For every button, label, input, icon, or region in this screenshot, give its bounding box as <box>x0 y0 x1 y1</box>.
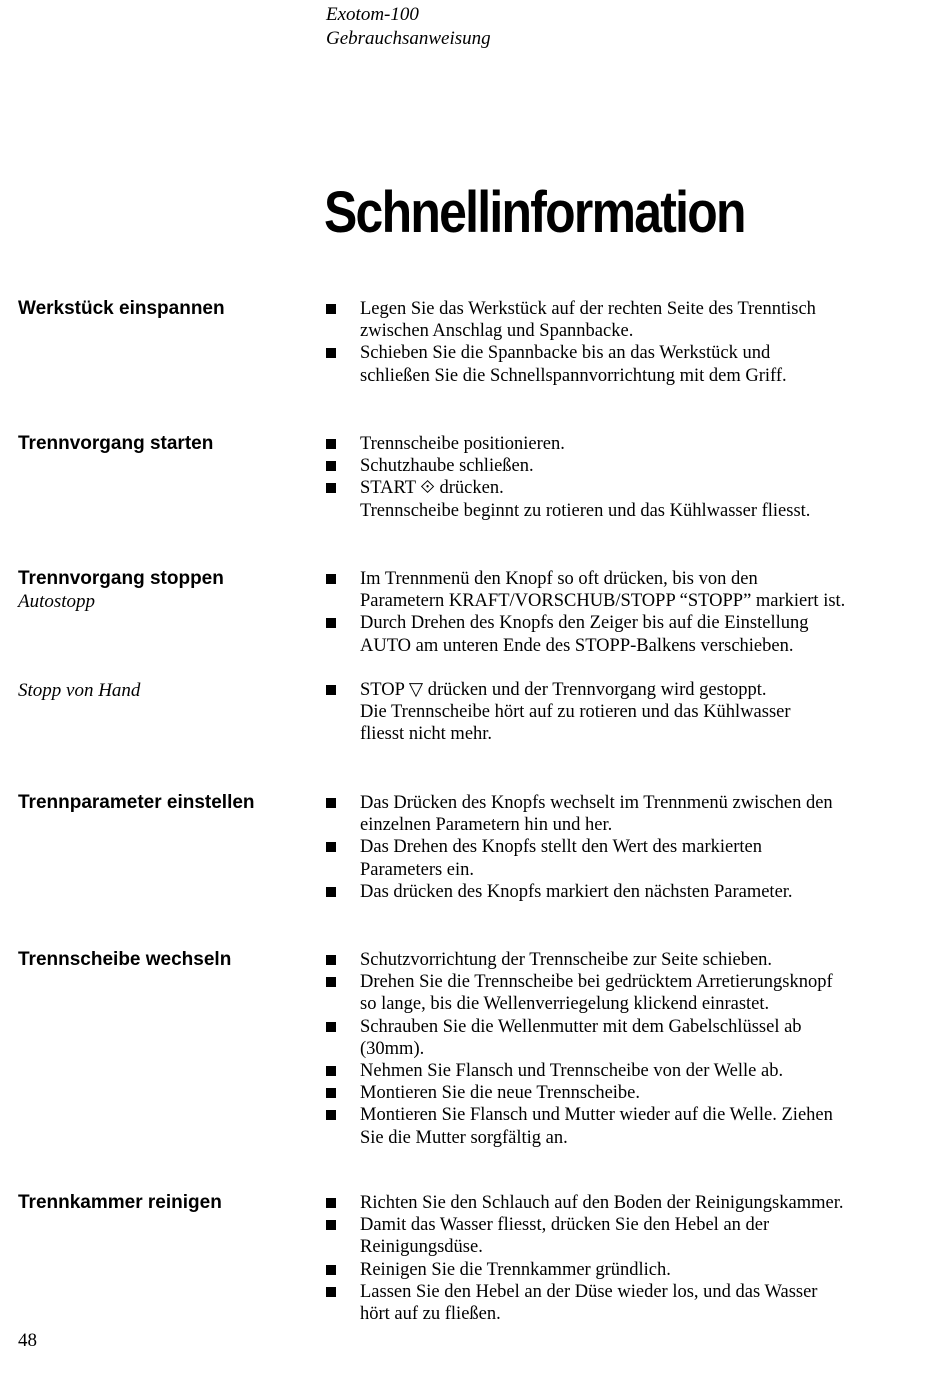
list-item: Durch Drehen des Knopfs den Zeiger bis auf die Einstellung AUTO am unteren Ende des STOPP-Balkens verschieben. <box>324 612 944 656</box>
section-label-wechseln: Trennscheibe wechseln <box>18 949 232 970</box>
square-bullet-icon <box>326 685 336 695</box>
list-item: Schieben Sie die Spannbacke bis an das Werkstück und schließen Sie die Schnellspannvorrichtung mit dem Griff. <box>324 342 944 386</box>
list-item: Damit das Wasser fliesst, drücken Sie den Hebel an der Reinigungsdüse. <box>324 1214 944 1258</box>
header-doc-type: Gebrauchsanweisung <box>326 28 491 49</box>
section-label-einspannen: Werkstück einspannen <box>18 298 225 319</box>
square-bullet-icon <box>326 1022 336 1032</box>
list-item: Reinigen Sie die Trennkammer gründlich. <box>324 1259 944 1281</box>
page-title: Schnellinformation <box>324 180 745 245</box>
list-starten <box>324 433 944 522</box>
square-bullet-icon <box>326 1265 336 1275</box>
list-item: Schutzvorrichtung der Trennscheibe zur Seite schieben. <box>324 949 944 971</box>
square-bullet-icon <box>326 798 336 808</box>
list-parameter <box>324 792 944 903</box>
list-reinigen <box>324 1192 944 1325</box>
square-bullet-icon <box>326 348 336 358</box>
section-label-parameter: Trennparameter einstellen <box>18 792 255 813</box>
list-item: Schutzhaube schließen. <box>324 455 944 477</box>
list-autostopp <box>324 568 944 657</box>
section-label-stoppen: Trennvorgang stoppen <box>18 568 224 589</box>
header-product: Exotom-100 <box>326 4 419 25</box>
square-bullet-icon <box>326 1088 336 1098</box>
square-bullet-icon <box>326 304 336 314</box>
list-stopp-von-hand <box>324 679 944 746</box>
list-item: START ⟐ drücken. Trennscheibe beginnt zu rotieren und das Kühlwasser fliesst. <box>324 477 944 521</box>
list-item: Das drücken des Knopfs markiert den nächsten Parameter. <box>324 881 944 903</box>
list-item: Im Trennmenü den Knopf so oft drücken, bis von den Parametern KRAFT/VORSCHUB/STOPP “STOPP” markiert ist. <box>324 568 944 612</box>
square-bullet-icon <box>326 887 336 897</box>
square-bullet-icon <box>326 439 336 449</box>
list-wechseln <box>324 949 944 1149</box>
square-bullet-icon <box>326 461 336 471</box>
section-label-starten: Trennvorgang starten <box>18 433 214 454</box>
square-bullet-icon <box>326 1066 336 1076</box>
square-bullet-icon <box>326 842 336 852</box>
sub-label-stopp-von-hand: Stopp von Hand <box>18 680 141 701</box>
square-bullet-icon <box>326 1287 336 1297</box>
list-item: Drehen Sie die Trennscheibe bei gedrücktem Arretierungsknopf so lange, bis die Wellenverriegelung klickend einrastet. <box>324 971 944 1015</box>
list-item: Richten Sie den Schlauch auf den Boden der Reinigungskammer. <box>324 1192 944 1214</box>
square-bullet-icon <box>326 574 336 584</box>
page-number: 48 <box>18 1330 37 1351</box>
list-item: Schrauben Sie die Wellenmutter mit dem Gabelschlüssel ab (30mm). <box>324 1016 944 1060</box>
list-einspannen <box>324 298 944 387</box>
list-item: Lassen Sie den Hebel an der Düse wieder los, und das Wasser hört auf zu fließen. <box>324 1281 944 1325</box>
square-bullet-icon <box>326 483 336 493</box>
list-item: Das Drehen des Knopfs stellt den Wert des markierten Parameters ein. <box>324 836 944 880</box>
square-bullet-icon <box>326 1198 336 1208</box>
list-item: Trennscheibe positionieren. <box>324 433 944 455</box>
square-bullet-icon <box>326 1110 336 1120</box>
list-item: Nehmen Sie Flansch und Trennscheibe von der Welle ab. <box>324 1060 944 1082</box>
list-item: Montieren Sie die neue Trennscheibe. <box>324 1082 944 1104</box>
square-bullet-icon <box>326 955 336 965</box>
list-item: Das Drücken des Knopfs wechselt im Trennmenü zwischen den einzelnen Parametern hin und her. <box>324 792 944 836</box>
list-item: Legen Sie das Werkstück auf der rechten Seite des Trenntisch zwischen Anschlag und Spannbacke. <box>324 298 944 342</box>
square-bullet-icon <box>326 618 336 628</box>
square-bullet-icon <box>326 977 336 987</box>
section-label-reinigen: Trennkammer reinigen <box>18 1192 222 1213</box>
list-item: STOP ▽ drücken und der Trennvorgang wird gestoppt. Die Trennscheibe hört auf zu rotieren und das Kühlwasser fliesst nicht mehr. <box>324 679 944 746</box>
sub-label-autostopp: Autostopp <box>18 591 96 612</box>
running-header <box>326 3 491 51</box>
square-bullet-icon <box>326 1220 336 1230</box>
list-item: Montieren Sie Flansch und Mutter wieder auf die Welle. Ziehen Sie die Mutter sorgfältig an. <box>324 1104 944 1148</box>
